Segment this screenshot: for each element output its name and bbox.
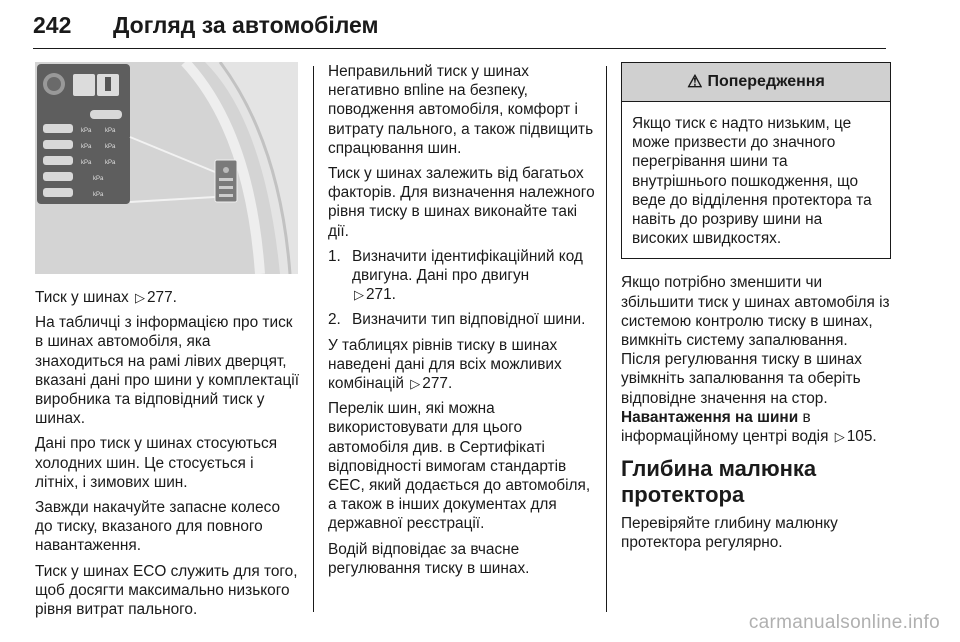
warning-title: Попередження [707,73,825,91]
xref-arrow-icon: ▷ [834,429,845,445]
paragraph: У таблицях рівнів тиску в шинах наведені дані для всіх можливих комбінацій ▷ 277. [328,336,562,393]
door-frame-illustration [35,62,298,274]
svg-text:kPa: kPa [81,160,92,166]
page-header [33,12,886,48]
watermark: carmanualsonline.info [748,612,940,633]
column-divider-1 [313,66,314,612]
engine-data-page-link[interactable]: 271. [366,286,396,304]
caption-page-link[interactable]: 277. [146,289,177,306]
paragraph: Тиск у шинах залежить від багатьох факторів. Для визначення належного рівня тиску в шинах виконайте такі дії. [328,165,595,240]
paragraph: Тиск у шинах ECO служить для того, щоб досягти максимально низького рівня витрат пального. [35,562,298,619]
xref-arrow-icon: ▷ [134,290,145,305]
svg-text:kPa: kPa [81,128,92,134]
page-number: 242 [33,12,72,38]
paragraph: Дані про тиск у шинах стосуються холодних шин. Це стосується і літніх, і зимових шин. [35,435,278,491]
driver-info-page-link[interactable]: 105. [846,428,877,446]
tire-pressure-label-figure [35,62,298,274]
page-title: Догляд за автомобілем [113,12,379,38]
figure-caption: Тиск у шинах ▷ 277. [35,289,177,306]
svg-text:kPa: kPa [81,144,92,150]
warning-text: Якщо тиск є надто низьким, це може призвести до значного перегрівання шини та внутрішнього пошкодження, що веде до відділення протектора та навіть до розриву шини на високих швидкостях. [632,115,872,248]
header-divider [33,48,886,49]
svg-text:kPa: kPa [105,128,116,134]
paragraph: Якщо потрібно зменшити чи збільшити тиск у шинах автомобіля із системою контролю тиску в шинах, вимкніть систему запалювання. Після регулювання тиску в шинах увімкніть запалювання та оберіть відповідне значення на стор. Навантаження на шини в інформаційному центрі водія ▷ 105. [621,274,890,446]
svg-text:kPa: kPa [105,144,116,150]
svg-text:kPa: kPa [93,192,104,198]
warning-header [622,63,890,102]
paragraph: Перелік шин, які можна використовувати для цього автомобіля див. в Сертифікаті відповідності вимогам стандартів ЄЕС, який додається до автомобіля, а також в інших документах для державної реєстрації. [328,400,591,533]
warning-box [621,62,891,259]
column-1 [35,62,300,625]
paragraph: Завжди накачуйте запасне колесо до тиску, вказаного для повного навантаження. [35,499,281,555]
column-divider-2 [606,66,607,612]
warning-triangle-icon: ⚠ [687,72,703,92]
paragraph: Неправильний тиск у шинах негативно впline на безпеку, поводження автомобіля, комфорт і витрату пального, а також підвищить спрацювання шин. [328,63,594,157]
column-3 [621,62,891,559]
list-item: 1. Визначити ідентифікаційний код двигуна. Дані про двигун ▷ 271. [328,247,583,304]
svg-text:kPa: kPa [93,176,104,182]
list-item: 2. Визначити тип відповідної шини. [328,311,586,329]
pressure-table-page-link[interactable]: 277. [422,375,453,393]
column-2 [328,62,598,584]
xref-arrow-icon: ▷ [354,287,364,303]
menu-item-name: Навантаження на шини [621,408,799,426]
section-heading: Глибина малюнка протектора [621,456,817,508]
svg-text:kPa: kPa [105,160,116,166]
paragraph: Водій відповідає за вчасне регулювання тиску в шинах. [328,540,530,577]
paragraph: На табличці з інформацією про тиск в шинах автомобіля, яка знаходиться на рамі лівих дверцят, вказані дані про шини у комплектації виробника та відповідний тиск у шинах. [35,314,299,428]
steps-list [328,247,598,330]
xref-arrow-icon: ▷ [410,376,421,392]
paragraph: Перевіряйте глибину малюнку протектора регулярно. [621,515,838,552]
